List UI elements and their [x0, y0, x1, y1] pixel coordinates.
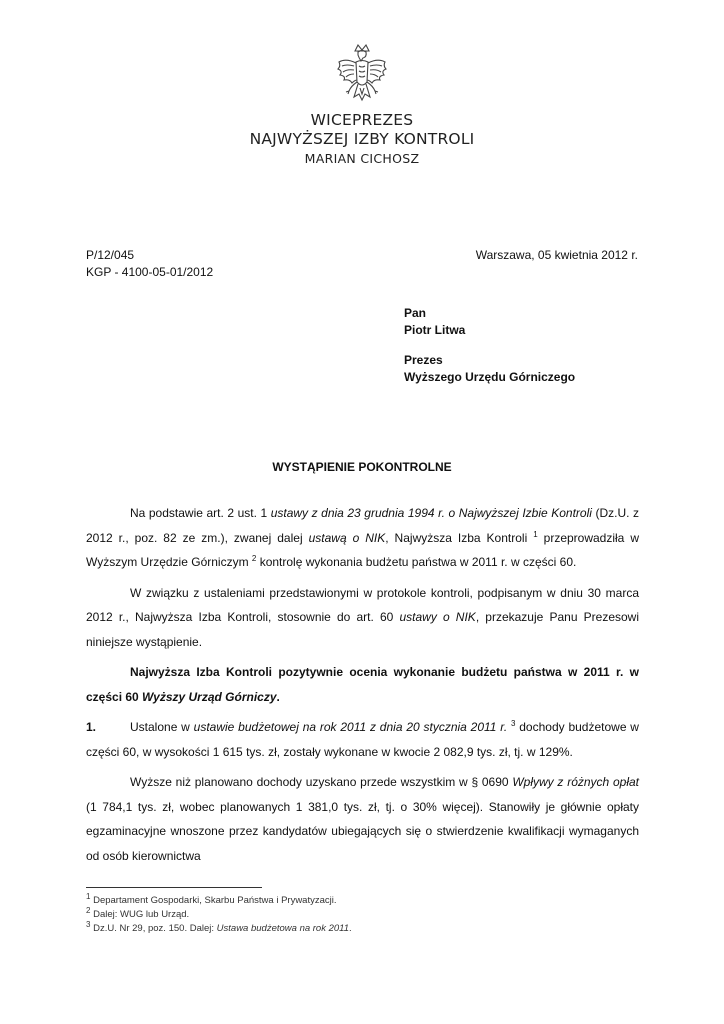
place-date: Warszawa, 05 kwietnia 2012 r.	[475, 248, 638, 262]
footnote-divider	[86, 887, 262, 888]
polish-eagle-emblem-icon	[334, 42, 390, 110]
paragraph-findings: W związku z ustaleniami przedstawionymi w protokole kontroli, podpisanym w dniu 30 marca 2012 r., Najwyższa Izba Kontroli, stosownie do art. 60 ustawy o NIK, przekazuje Panu Prezesowi niniejsze wystąpienie.	[86, 585, 639, 649]
reference-number: P/12/045	[86, 248, 135, 262]
reference-code: KGP - 4100-05-01/2012	[86, 265, 214, 279]
header-title-line2: NAJWYŻSZEJ IZBY KONTROLI	[249, 130, 475, 148]
header-title-line1: WICEPREZES	[310, 111, 414, 129]
footnote-ref-2: 2	[251, 554, 257, 563]
addressee-salutation: Pan	[404, 306, 427, 320]
footnote-ref-3: 3	[510, 719, 516, 728]
footnote-3: $^3$ Dz.U. Nr 29, poz. 150. Dalej: Ustawa budżetowa na rok 2011.	[86, 919, 352, 934]
addressee-name: Piotr Litwa	[404, 323, 466, 337]
paragraph-assessment: Najwyższa Izba Kontroli pozytywnie ocenia wykonanie budżetu państwa w 2011 r. w części 60 Wyższy Urząd Górniczy.	[86, 665, 639, 704]
footnote-1: $^1$ Departament Gospodarki, Skarbu Państwa i Prywatyzacji.	[86, 891, 337, 906]
paragraph-revenue-details: Wyższe niż planowano dochody uzyskano przede wszystkim w § 0690 Wpływy z różnych opłat (1 784,1 tys. zł, wobec planowanych 1 381,0 tys. zł, tj. o 30% więcej). Stanowiły je głównie opłaty egzaminacyjne wnoszone przez kandydatów ubiegających się o stwierdzenie kwalifikacji wymaganych od osób kierownictwa	[86, 775, 639, 863]
document-body	[86, 501, 639, 874]
addressee-position: Prezes	[404, 353, 443, 367]
point-number: 1.	[86, 720, 97, 734]
paragraph-point-1: 1. Ustalone w ustawie budżetowej na rok 2011 z dnia 20 stycznia 2011 r. $^3$ dochody budżetowe w części 60, w wysokości 1 615 tys. zł, zostały wykonane w kwocie 2 082,9 tys. zł, tj. w 129%.	[86, 715, 639, 764]
paragraph-legal-basis: Na podstawie art. 2 ust. 1 ustawy z dnia 23 grudnia 1994 r. o Najwyższej Izbie Kontroli (Dz.U. z 2012 r., poz. 82 ze zm.), zwanej dalej ustawą o NIK, Najwyższa Izba Kontroli $^1$ przeprowadziła w Wyższym Urzędzie Górniczym $^2$ kontrolę wykonania budżetu państwa w 2011 r. w części 60.	[86, 506, 639, 569]
addressee-office: Wyższego Urzędu Górniczego	[404, 370, 576, 384]
footnote-ref-1: 1	[533, 529, 538, 539]
header-signatory-name: MARIAN CICHOSZ	[304, 151, 420, 166]
document-title: WYSTĄPIENIE POKONTROLNE	[272, 460, 452, 474]
footnote-2: $^2$ Dalej: WUG lub Urząd.	[86, 905, 190, 920]
